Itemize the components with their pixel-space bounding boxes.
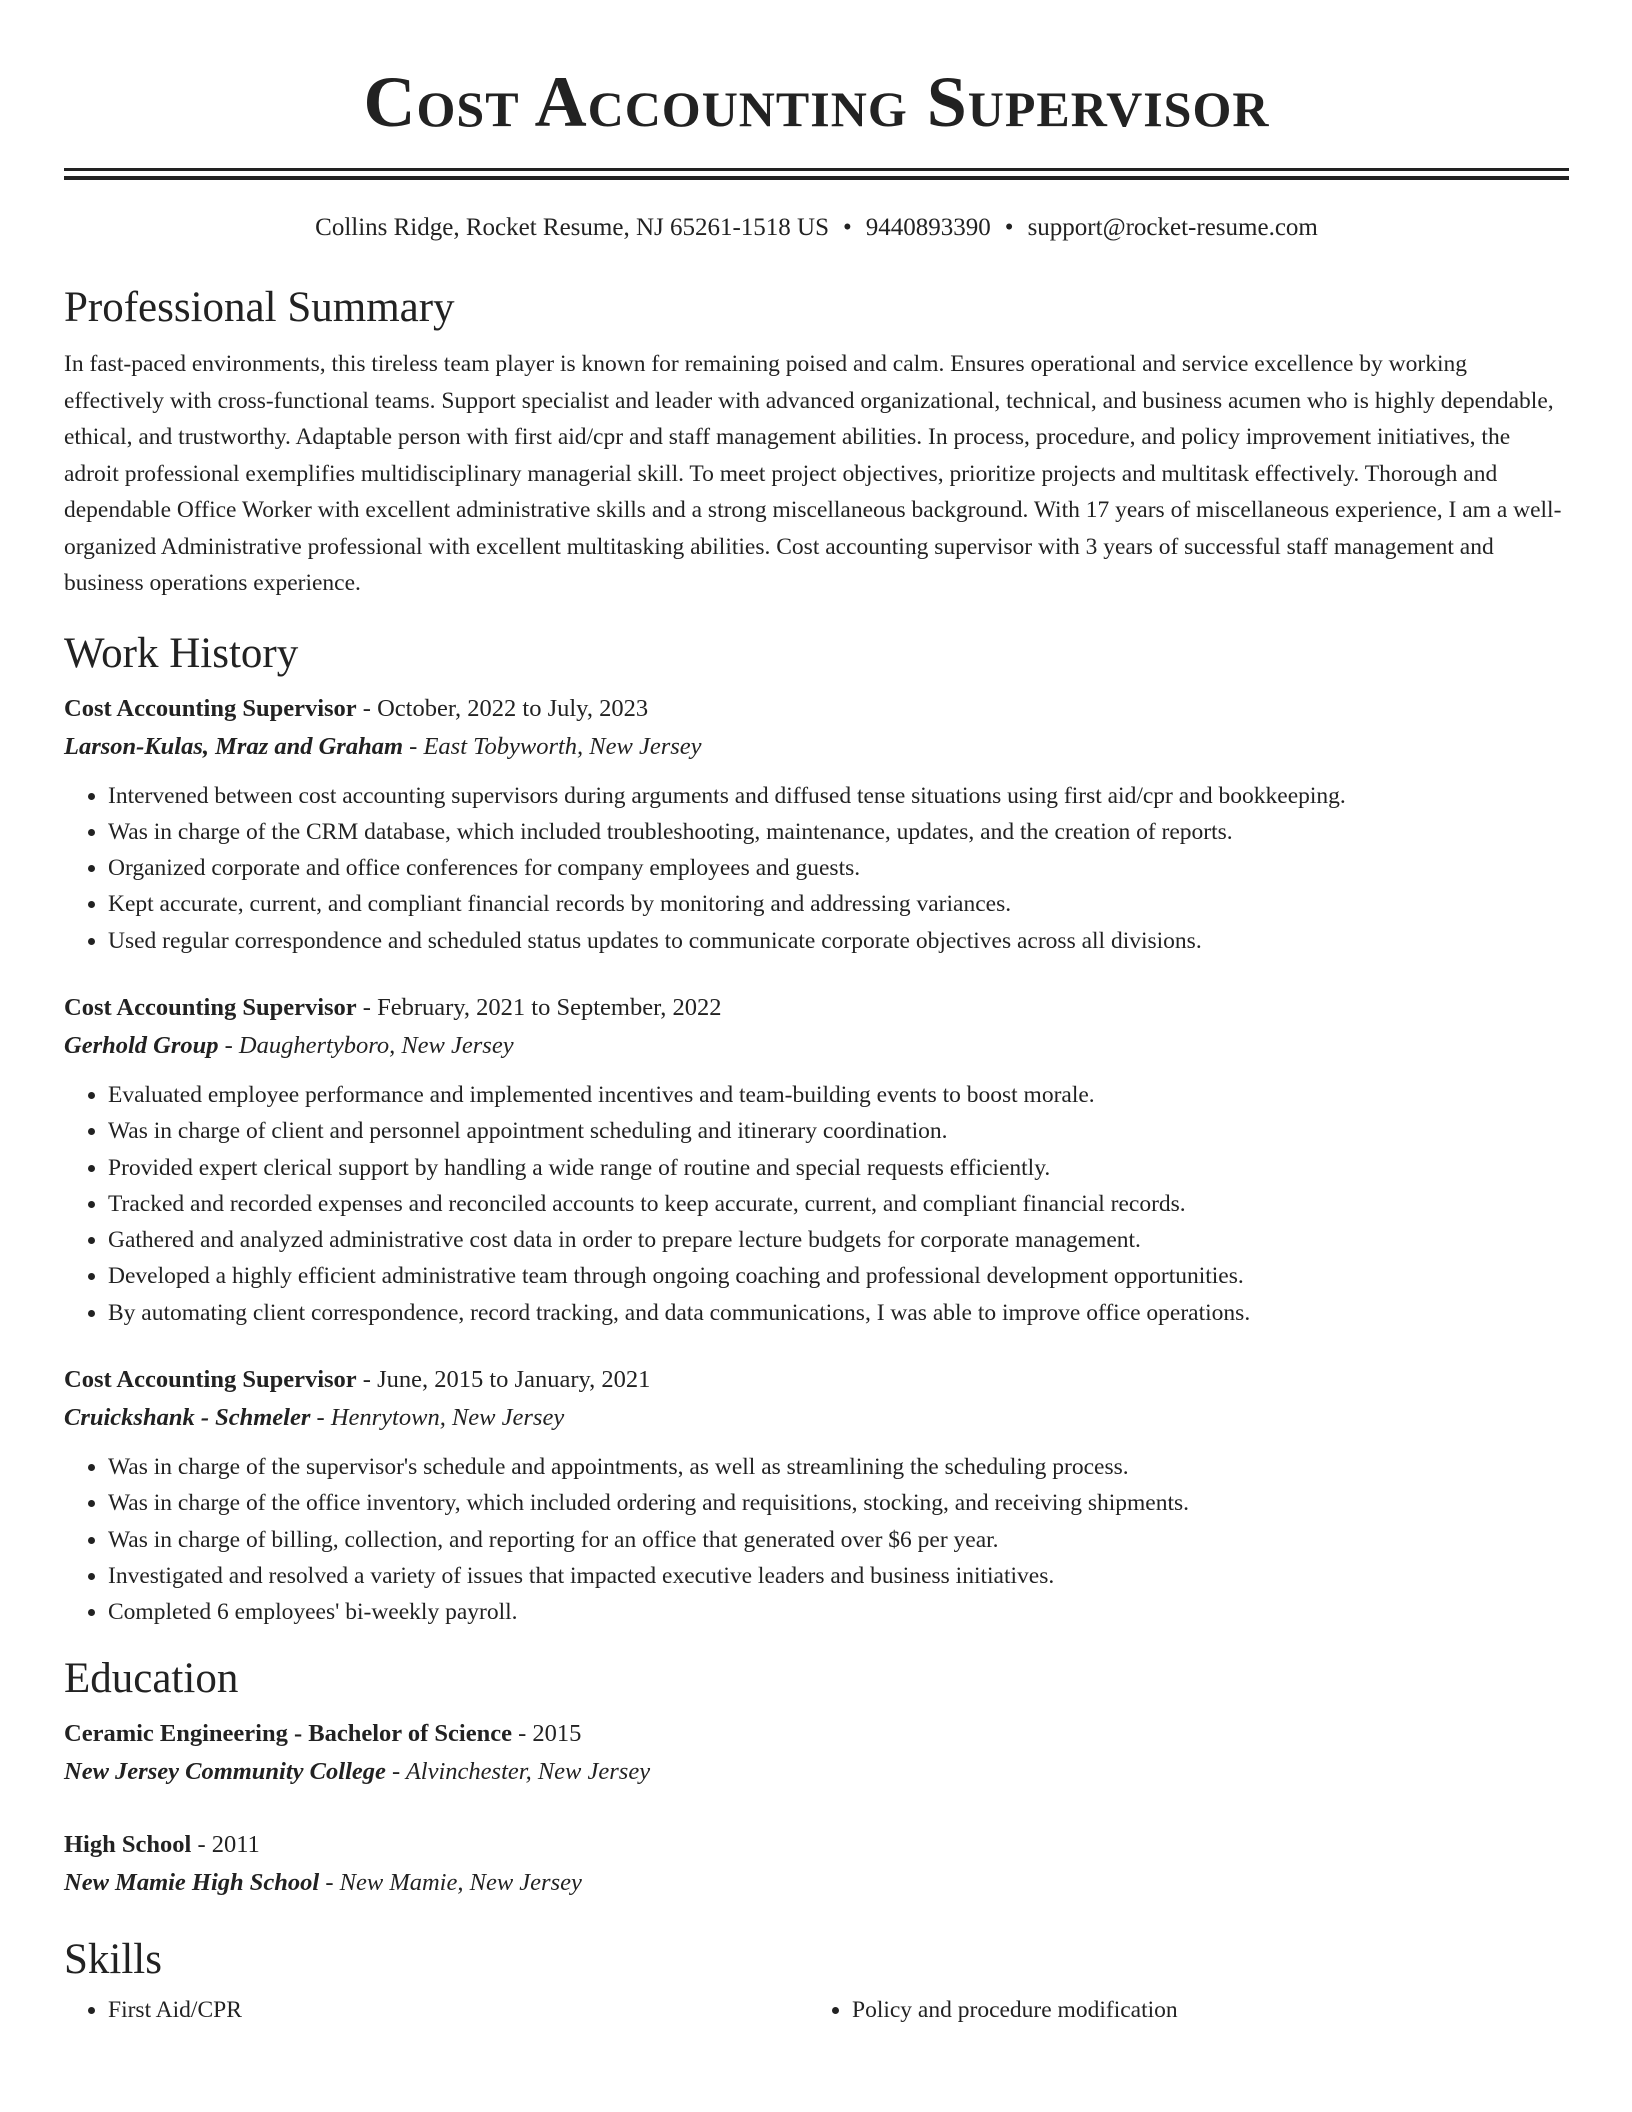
duty-item: • Used regular correspondence and scheduled status updates to communicate corporate objectives across all divisions.: [108, 923, 1569, 959]
school-line: [64, 1864, 1569, 1902]
graduation-year: - 2011: [191, 1830, 260, 1858]
company-line: [64, 728, 1569, 766]
duty-item: • Was in charge of billing, collection, and reporting for an office that generated over $6 per year.: [108, 1522, 1569, 1558]
job-duties: [64, 1077, 1569, 1331]
summary-text: In fast-paced environments, this tireless team player is known for remaining poised and calm. Ensures operational and service excellence by working effectively with cross-functional teams. Support specialist and leader with advanced organizational, technical, and business acumen who is highly dependable, ethical, and trustworthy. Adaptable person with first aid/cpr and staff management abilities. In process, procedure, and policy improvement initiatives, the adroit professional exemplifies multidisciplinary managerial skill. To meet project objectives, prioritize projects and multitask effectively. Thorough and dependable Office Worker with excellent administrative skills and a strong miscellaneous background. With 17 years of miscellaneous experience, I am a well-organized Administrative professional with excellent multitasking abilities. Cost accounting supervisor with 3 years of successful staff management and business operations experience.: [64, 351, 1562, 596]
education-heading: Education: [64, 1654, 239, 1702]
skills-column-left: [64, 1992, 808, 2028]
school-name: New Jersey Community College: [64, 1757, 386, 1785]
skills-column-right: [808, 1992, 1552, 2028]
resume-page: [64, 0, 1569, 2028]
degree-line: [64, 1826, 1569, 1864]
summary-heading: Professional Summary: [64, 284, 455, 331]
duty-item: • Gathered and analyzed administrative cost data in order to prepare lecture budgets for corporate management.: [108, 1222, 1569, 1258]
job-title-line: [64, 690, 1569, 728]
company-name: Larson-Kulas, Mraz and Graham: [64, 732, 404, 760]
job-title-line: [64, 1361, 1569, 1399]
duty-item: • Tracked and recorded expenses and reconciled accounts to keep accurate, current, and compliant financial records.: [108, 1186, 1569, 1222]
resume-title: Cost Accounting Supervisor: [363, 62, 1270, 142]
graduation-year: - 2015: [511, 1719, 582, 1747]
duty-item: • Investigated and resolved a variety of issues that impacted executive leaders and business initiatives.: [108, 1558, 1569, 1594]
duty-item: • Completed 6 employees' bi-weekly payroll.: [108, 1594, 1569, 1630]
duty-item: • Provided expert clerical support by handling a wide range of routine and special requests efficiently.: [108, 1150, 1569, 1186]
job-duties: [64, 778, 1569, 959]
skill-item: • First Aid/CPR: [108, 1992, 808, 2028]
duty-item: • Evaluated employee performance and implemented incentives and team-building events to boost morale.: [108, 1077, 1569, 1113]
contact-separator: •: [1004, 214, 1014, 241]
work-history-heading: Work History: [64, 629, 299, 677]
duty-item: • Was in charge of the supervisor's schedule and appointments, as well as streamlining the scheduling process.: [108, 1449, 1569, 1485]
job-duties: [64, 1449, 1569, 1630]
skill-item: • Policy and procedure modification: [852, 1992, 1552, 2028]
degree-name: High School: [64, 1830, 192, 1858]
job-dates: - February, 2021 to September, 2022: [356, 993, 722, 1021]
skills-list: [64, 1992, 1569, 2028]
duty-item: • Developed a highly efficient administrative team through ongoing coaching and professional development opportunities.: [108, 1258, 1569, 1294]
contact-email: support@rocket-resume.com: [1027, 214, 1318, 241]
degree-line: [64, 1715, 1569, 1753]
job-entry: [64, 690, 1569, 959]
duty-item: • Kept accurate, current, and compliant financial records by monitoring and addressing variances.: [108, 886, 1569, 922]
duty-item: • Intervened between cost accounting supervisors during arguments and diffused tense situations using first aid/cpr and bookkeeping.: [108, 778, 1569, 814]
job-title-line: [64, 989, 1569, 1027]
company-location: - Daughertyboro, New Jersey: [218, 1031, 514, 1059]
job-entry: [64, 989, 1569, 1331]
duty-item: • Organized corporate and office conferences for company employees and guests.: [108, 850, 1569, 886]
duty-item: • Was in charge of the CRM database, which included troubleshooting, maintenance, updates, and the creation of reports.: [108, 814, 1569, 850]
school-location: - New Mamie, New Jersey: [319, 1868, 582, 1896]
job-title: Cost Accounting Supervisor: [64, 1366, 357, 1394]
school-line: [64, 1753, 1569, 1791]
education-entry: [64, 1715, 1569, 1791]
duty-item: • By automating client correspondence, record tracking, and data communications, I was able to improve office operations.: [108, 1295, 1569, 1331]
contact-separator: •: [843, 214, 852, 241]
contact-phone: 9440893390: [865, 214, 991, 241]
contact-line: [64, 212, 1569, 244]
company-location: - East Tobyworth, New Jersey: [403, 732, 702, 760]
degree-name: Ceramic Engineering - Bachelor of Science: [64, 1719, 512, 1747]
company-name: Cruickshank - Schmeler: [64, 1404, 311, 1432]
skills-heading: Skills: [64, 1935, 162, 1983]
job-title: Cost Accounting Supervisor: [64, 694, 357, 722]
duty-item: • Was in charge of the office inventory, which included ordering and requisitions, stocking, and receiving shipments.: [108, 1485, 1569, 1521]
contact-address: Collins Ridge, Rocket Resume, NJ 65261-1518 US: [315, 214, 830, 241]
company-location: - Henrytown, New Jersey: [310, 1404, 565, 1432]
company-line: [64, 1399, 1569, 1437]
duty-item: • Was in charge of client and personnel appointment scheduling and itinerary coordination.: [108, 1113, 1569, 1149]
education-entry: [64, 1826, 1569, 1902]
company-line: [64, 1027, 1569, 1065]
school-location: - Alvinchester, New Jersey: [385, 1757, 651, 1785]
job-title: Cost Accounting Supervisor: [64, 993, 357, 1021]
company-name: Gerhold Group: [64, 1031, 219, 1059]
school-name: New Mamie High School: [64, 1868, 320, 1896]
job-entry: [64, 1361, 1569, 1630]
job-dates: - June, 2015 to January, 2021: [356, 1366, 651, 1394]
title-divider: [64, 168, 1569, 180]
job-dates: - October, 2022 to July, 2023: [356, 694, 649, 722]
